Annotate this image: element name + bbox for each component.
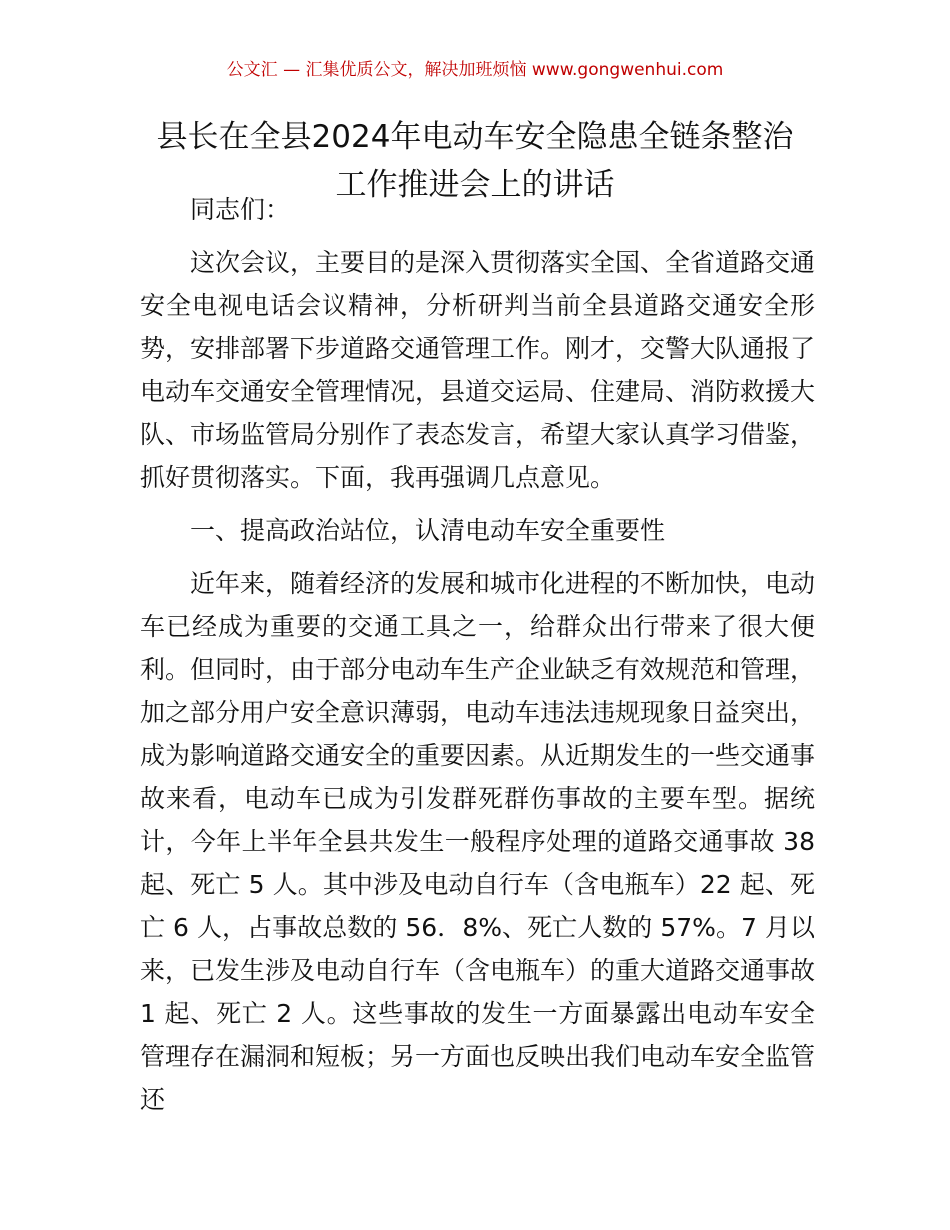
site-banner: 公文汇 — 汇集优质公文，解决加班烦恼 www.gongwenhui.com — [226, 60, 724, 80]
section-heading-1: 一、提高政治站位，认清电动车安全重要性 — [190, 516, 666, 545]
document-body — [140, 188, 815, 1131]
salutation: 同志们： — [190, 195, 291, 224]
title-line-1: 县长在全县2024年电动车安全隐患全链条整治 — [156, 119, 794, 155]
paragraph-intro: 这次会议，主要目的是深入贯彻落实全国、全省道路交通安全电视电话会议精神，分析研判当前全县道路交通安全形势，安排部署下步道路交通管理工作。刚才，交警大队通报了电动车交通安全管理情况，县道交运局、住建局、消防救援大队、市场监管局分别作了表态发言，希望大家认真学习借鉴，抓好贯彻落实。下面，我再强调几点意见。 — [140, 248, 816, 492]
title-line-2: 工作推进会上的讲话 — [335, 167, 615, 203]
paragraph-background: 近年来，随着经济的发展和城市化进程的不断加快，电动车已经成为重要的交通工具之一，给群众出行带来了很大便利。但同时，由于部分电动车生产企业缺乏有效规范和管理，加之部分用户安全意识薄弱，电动车违法违规现象日益突出，成为影响道路交通安全的重要因素。从近期发生的一些交通事故来看，电动车已成为引发群死群伤事故的主要车型。据统计，今年上半年全县共发生一般程序处理的道路交通事故 38 起、死亡 5 人。其中涉及电动自行车（含电瓶车）22 起、死亡 6 人，占事故总数的 56．8%、死亡人数的 57%。7 月以来，已发生涉及电动自行车（含电瓶车）的重大道路交通事故 1 起、死亡 2 人。这些事故的发生一方面暴露出电动车安全管理存在漏洞和短板；另一方面也反映出我们电动车安全监管还 — [140, 569, 816, 1114]
